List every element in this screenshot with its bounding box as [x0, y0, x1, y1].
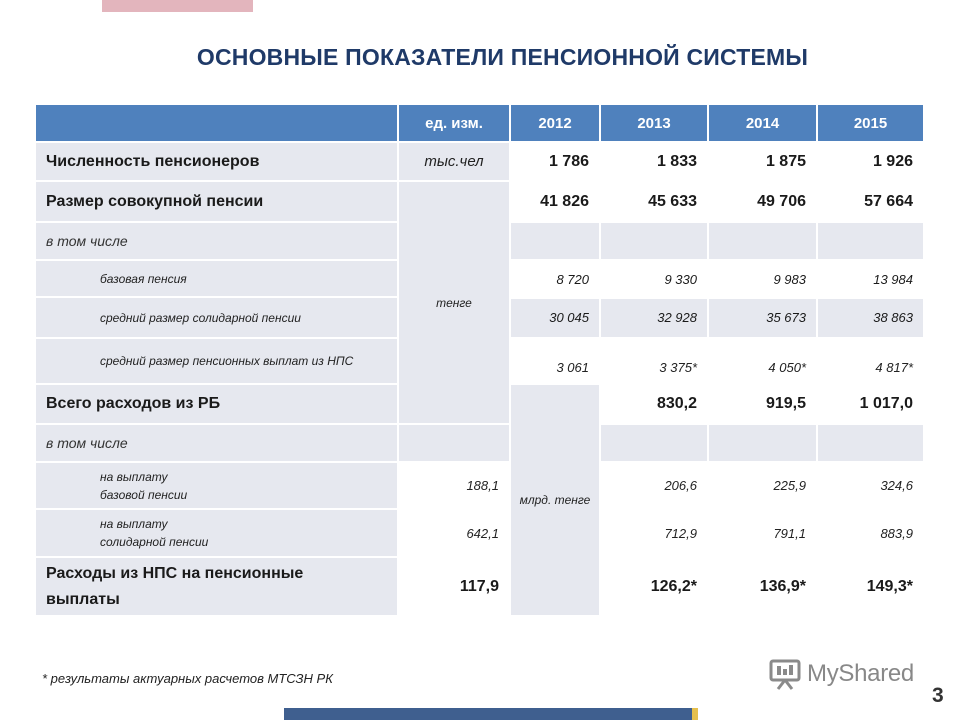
unit-cell-bln-tenge: млрд. тенге: [510, 384, 600, 616]
value-cell: 1 875: [708, 142, 817, 181]
header-year: 2013: [600, 104, 708, 142]
value-cell: 791,1: [708, 509, 817, 557]
value-cell: 3 375*: [600, 338, 708, 384]
value-basic: 8 720: [511, 261, 599, 299]
value-cell: 41 826: [510, 181, 600, 222]
empty-cell: [708, 222, 817, 260]
row-label: Численность пенсионеров: [35, 142, 398, 181]
header-unit: ед. изм.: [398, 104, 510, 142]
row-label: в том числе: [35, 222, 398, 260]
empty-cell: [817, 424, 924, 462]
row-label: базовая пенсия: [35, 260, 398, 297]
unit-cell-tenge: тенге: [398, 181, 510, 424]
value-cell: 1 017,0: [817, 384, 924, 424]
value-cell: 206,6: [600, 462, 708, 509]
table-row: [35, 509, 924, 557]
value-cell: 883,9: [817, 509, 924, 557]
table-row: [35, 424, 924, 462]
value-cell: 57 664: [817, 181, 924, 222]
value-cell: 149,3*: [817, 557, 924, 616]
header-year: 2014: [708, 104, 817, 142]
value-cell: 830,2: [600, 384, 708, 424]
table-row: [35, 181, 924, 222]
value-cell: 324,6: [817, 462, 924, 509]
empty-cell: [510, 222, 600, 260]
header-row: [35, 104, 924, 142]
empty-cell: [708, 424, 817, 462]
logo-text: MyShared: [807, 660, 914, 687]
row-label: средний размер пенсионных выплат из НПС: [35, 338, 398, 384]
value-basic: 9 330: [601, 261, 707, 299]
value-cell: 642,1: [398, 509, 510, 557]
row-label: Размер совокупной пенсии: [35, 181, 398, 222]
bottom-accent-bar: [284, 708, 692, 720]
value-cell: 712,9: [600, 509, 708, 557]
bottom-accent-marker: [692, 708, 698, 720]
page-number: 3: [932, 684, 944, 707]
value-cell: 1 926: [817, 142, 924, 181]
unit-cell: тыс.чел: [398, 142, 510, 181]
table-row: [35, 142, 924, 181]
value-cell: 225,9: [708, 462, 817, 509]
label-line: на выплату: [100, 517, 168, 531]
value-solidary: 35 673: [709, 299, 816, 337]
value-cell: 1 833: [600, 142, 708, 181]
row-label: Расходы из НПС на пенсионные выплаты: [35, 557, 398, 616]
header-year: 2015: [817, 104, 924, 142]
row-label: Всего расходов из РБ: [35, 384, 398, 424]
table-row: [35, 462, 924, 509]
row-label: средний размер солидарной пенсии: [35, 297, 398, 338]
row-label: [35, 462, 398, 509]
value-solidary: 32 928: [601, 299, 707, 337]
label-line: базовой пенсии: [100, 487, 188, 502]
myshared-logo[interactable]: [768, 657, 914, 691]
label-line: солидарной пенсии: [100, 535, 209, 549]
slide-title: ОСНОВНЫЕ ПОКАЗАТЕЛИ ПЕНСИОННОЙ СИСТЕМЫ: [196, 44, 809, 70]
value-cell: [708, 260, 817, 338]
empty-cell: [817, 222, 924, 260]
top-accent-bar: [102, 0, 253, 12]
value-cell: 3 061: [510, 338, 600, 384]
value-cell: 45 633: [600, 181, 708, 222]
value-cell: 4 050*: [708, 338, 817, 384]
header-year: 2012: [510, 104, 600, 142]
value-cell: [817, 260, 924, 338]
table-row: [35, 557, 924, 616]
value-cell: 49 706: [708, 181, 817, 222]
value-cell: [510, 260, 600, 338]
empty-cell: [398, 424, 510, 462]
value-cell: 1 786: [510, 142, 600, 181]
footnote: * результаты актуарных расчетов МТСЗН РК: [42, 671, 333, 686]
pension-indicators-table: [34, 103, 925, 617]
row-label: [35, 509, 398, 557]
row-label: в том числе: [35, 424, 398, 462]
empty-cell: [600, 222, 708, 260]
value-cell: 188,1: [398, 462, 510, 509]
value-cell: 136,9*: [708, 557, 817, 616]
value-cell: 919,5: [708, 384, 817, 424]
empty-cell: [600, 424, 708, 462]
value-basic: 9 983: [709, 261, 816, 299]
value-cell: [600, 260, 708, 338]
presentation-board-icon: [768, 657, 802, 691]
value-solidary: 30 045: [511, 299, 599, 337]
value-cell: 4 817*: [817, 338, 924, 384]
header-empty: [35, 104, 398, 142]
label-line: на выплату: [100, 469, 168, 484]
value-basic: 13 984: [818, 261, 923, 299]
value-cell: 117,9: [398, 557, 510, 616]
value-solidary: 38 863: [818, 299, 923, 337]
value-cell: 126,2*: [600, 557, 708, 616]
